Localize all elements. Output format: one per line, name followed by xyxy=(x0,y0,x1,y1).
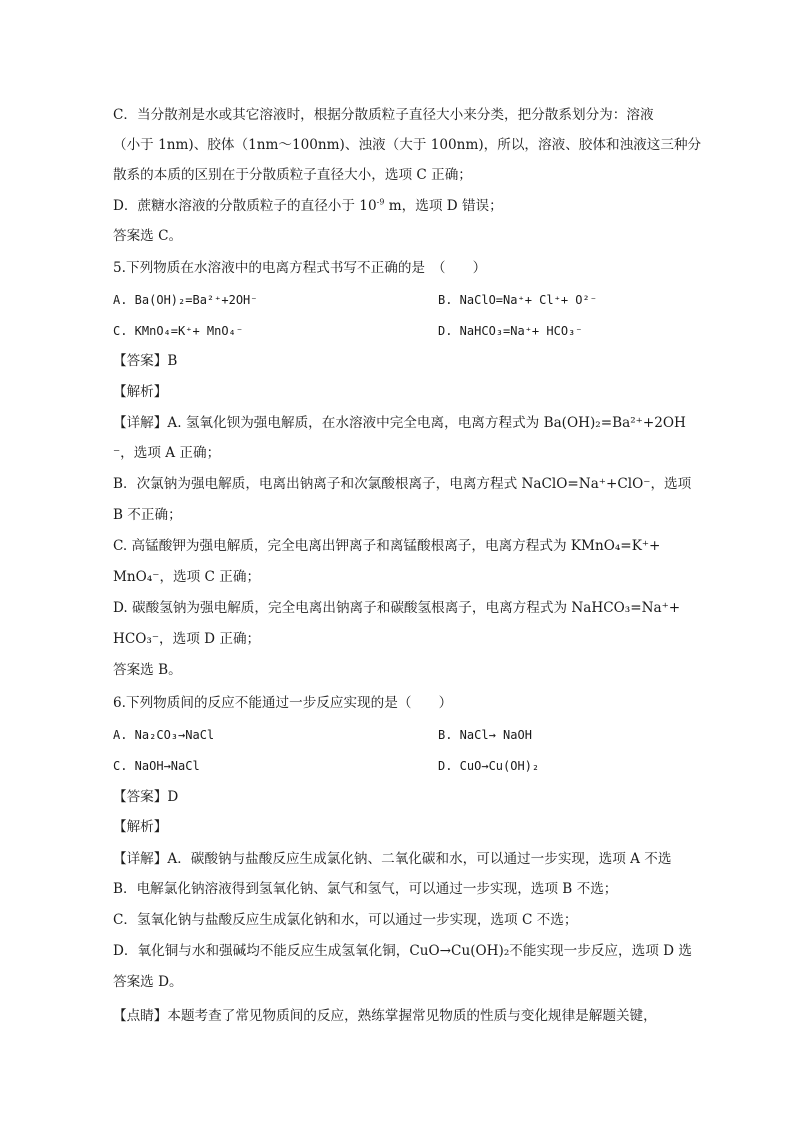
analysis-label: 【解析】 xyxy=(113,819,168,835)
answer-line: 答案选 B。 xyxy=(113,662,182,678)
text-segment: m，选项 D 错误； xyxy=(384,198,503,214)
answer-label: 【答案】B xyxy=(113,353,178,369)
option-5d: D. NaHCO₃=Na⁺+ HCO₃⁻ xyxy=(438,324,583,338)
explanation-line: C．氢氧化钠与盐酸反应生成氯化钠和水，可以通过一步实现，选项 C 不选； xyxy=(113,912,578,928)
option-6b: B. NaCl→ NaOH xyxy=(438,728,532,742)
explanation-line: D. 碳酸氢钠为强电解质，完全电离出钠离子和碳酸氢根离子，电离方程式为 NaHCO₃=Na⁺+ xyxy=(113,600,681,616)
comment-line: 【点睛】本题考查了常见物质间的反应，熟练掌握常见物质的性质与变化规律是解题关键， xyxy=(113,1008,657,1024)
answer-line: 答案选 D。 xyxy=(113,974,183,990)
explanation-line: 【详解】A. 氢氧化钡为强电解质，在水溶液中完全电离，电离方程式为 Ba(OH)₂=Ba²⁺+2OH xyxy=(113,415,686,431)
option-5b: B. NaClO=Na⁺+ Cl⁺+ O²⁻ xyxy=(438,293,597,307)
option-5a: A. Ba(OH)₂=Ba²⁺+2OH⁻ xyxy=(113,293,258,307)
option-6c: C. NaOH→NaCl xyxy=(113,759,200,773)
text-line: （小于 1nm)、胶体（1nm～100nm)、浊液（大于 100nm)，所以，溶液、胶体和浊液这三种分 xyxy=(113,137,702,153)
explanation-line: HCO₃⁻，选项 D 正确； xyxy=(113,631,261,647)
explanation-line: D．氧化铜与水和强碱均不能反应生成氢氧化铜，CuO→Cu(OH)₂不能实现一步反应，选项 D 选 xyxy=(113,943,692,959)
exponent: -9 xyxy=(376,197,385,207)
answer-label: 【答案】D xyxy=(113,789,179,805)
text-segment: D．蔗糖水溶液的分散质粒子的直径小于 10 xyxy=(113,198,377,214)
question-5: 5.下列物质在水溶液中的电离方程式书写不正确的是 （ ） xyxy=(113,260,487,276)
option-6a: A. Na₂CO₃→NaCl xyxy=(113,728,215,742)
explanation-line: 【详解】A．碳酸钠与盐酸反应生成氯化钠、二氧化碳和水，可以通过一步实现，选项 A 不选 xyxy=(113,851,672,867)
answer-line: 答案选 C。 xyxy=(113,228,183,244)
explanation-line: C. 高锰酸钾为强电解质，完全电离出钾离子和离锰酸根离子，电离方程式为 KMnO₄=K⁺+ xyxy=(113,538,661,554)
explanation-line: B 不正确； xyxy=(113,507,182,523)
explanation-line: ⁻，选项 A 正确； xyxy=(113,445,221,461)
text-line: 散系的本质的区别在于分散质粒子直径大小，选项 C 正确； xyxy=(113,167,472,183)
option-5c: C. KMnO₄=K⁺+ MnO₄⁻ xyxy=(113,324,244,338)
explanation-line: B．次氯钠为强电解质，电离出钠离子和次氯酸根离子，电离方程式 NaClO=Na⁺+ClO⁻，选项 xyxy=(113,476,692,492)
text-line: C．当分散剂是水或其它溶液时，根据分散质粒子直径大小来分类，把分散系划分为：溶液 xyxy=(113,107,654,123)
analysis-label: 【解析】 xyxy=(113,384,168,400)
text-line xyxy=(113,196,683,216)
question-6: 6.下列物质间的反应不能通过一步反应实现的是（ ） xyxy=(113,695,453,711)
explanation-line: B．电解氯化钠溶液得到氢氧化钠、氯气和氢气，可以通过一步实现，选项 B 不选； xyxy=(113,881,618,897)
explanation-line: MnO₄⁻，选项 C 正确； xyxy=(113,569,261,585)
option-6d: D. CuO→Cu(OH)₂ xyxy=(438,759,540,773)
